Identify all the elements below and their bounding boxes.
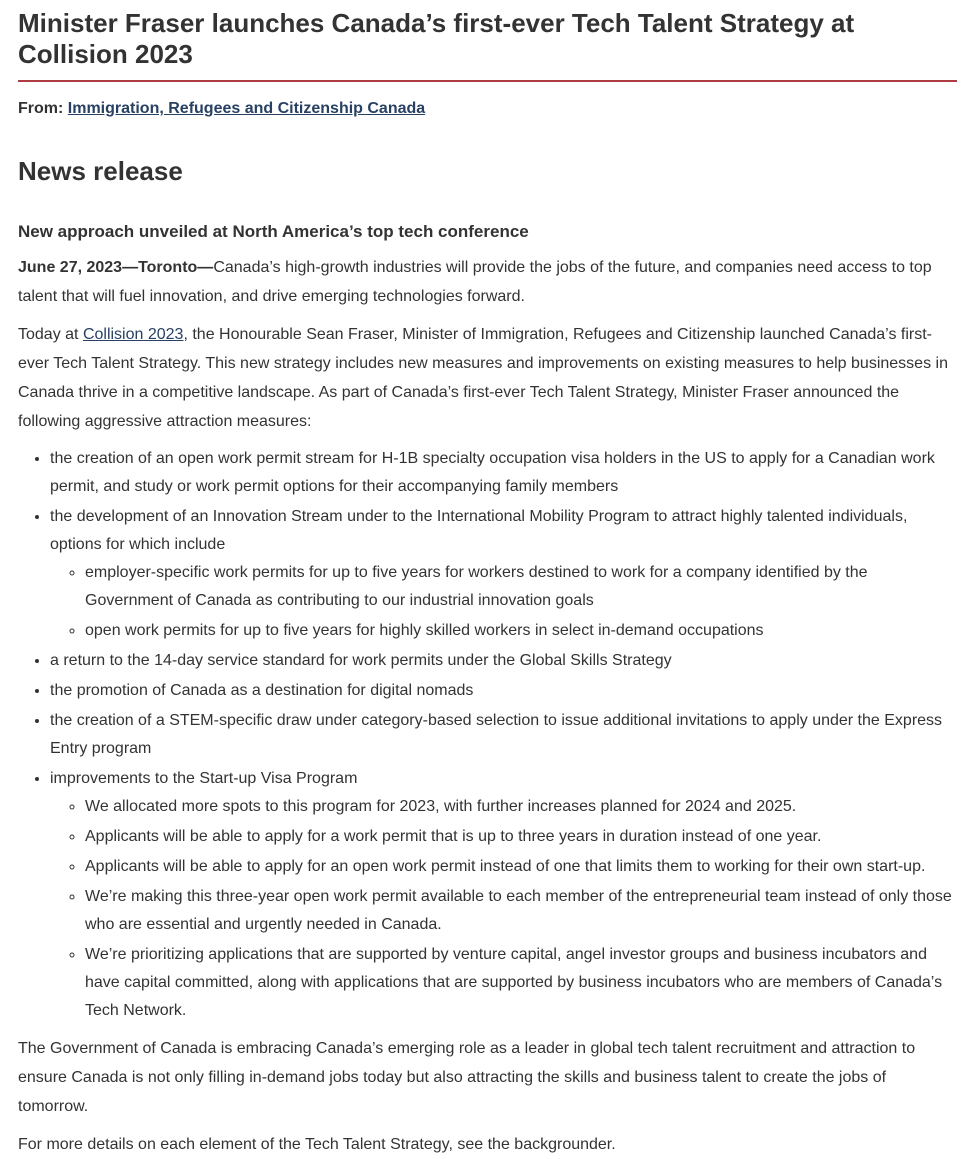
sub-list-item xyxy=(85,883,957,939)
list-item-text: the creation of an open work permit stream for H-1B specialty occupation visa holders in the US to apply for a Canadian work permit, and study or work permit options for their accompanying family members xyxy=(50,450,935,495)
sub-list-item-text: Applicants will be able to apply for a work permit that is up to three years in duration instead of one year. xyxy=(85,828,822,845)
list-item-text: the creation of a STEM-specific draw under category-based selection to issue additional invitations to apply under the Express Entry program xyxy=(50,712,943,757)
announcement-paragraph xyxy=(18,320,957,436)
measures-list xyxy=(18,445,957,1025)
news-release-page xyxy=(18,8,957,1159)
sub-list-item-text: open work permits for up to five years for highly skilled workers in select in-demand occupations xyxy=(85,622,764,639)
list-item-text: improvements to the Start-up Visa Program xyxy=(50,770,358,787)
announce-rest: , the Honourable Sean Fraser, Minister of Immigration, Refugees and Citizenship launched Canada’s first-ever Tech Talent Strategy. This new strategy includes new measures and improvements on existing measures to help businesses in Canada thrive in a competitive landscape. As part of Canada’s first-ever Tech Talent Strategy, Minister Fraser announced the following aggressive attraction measures: xyxy=(18,326,948,430)
collision-2023-link[interactable]: Collision 2023 xyxy=(82,326,184,343)
sub-list-item-text: employer-specific work permits for up to five years for workers destined to work for a company identified by the Government of Canada as contributing to our industrial innovation goals xyxy=(85,564,868,609)
list-item xyxy=(50,445,957,501)
sub-list-item xyxy=(85,617,957,645)
list-item-text: the promotion of Canada as a destination for digital nomads xyxy=(50,682,474,699)
from-line xyxy=(18,94,957,123)
intro-paragraph xyxy=(18,253,957,311)
dateline: June 27, 2023—Toronto— xyxy=(18,259,214,276)
section-heading: News release xyxy=(18,156,183,186)
sub-list-item xyxy=(85,559,957,615)
sub-list-item xyxy=(85,941,957,1025)
sub-list-item xyxy=(85,823,957,851)
from-label: From: xyxy=(18,100,64,117)
list-item xyxy=(50,707,957,763)
intro-text: Canada’s high-growth industries will provide the jobs of the future, and companies need access to top talent that will fuel innovation, and drive emerging technologies forward. xyxy=(18,259,932,305)
closing-paragraph: The Government of Canada is embracing Canada’s emerging role as a leader in global tech talent recruitment and attraction to ensure Canada is not only filling in-demand jobs today but also attracting the skills and business talent to create the jobs of tomorrow. xyxy=(18,1040,916,1115)
list-item xyxy=(50,647,957,675)
announce-prefix: Today at xyxy=(18,326,83,343)
sub-list-item-text: We’re prioritizing applications that are supported by venture capital, angel investor groups and business incubators and have capital committed, along with applications that are supported by business incubators who are members of Canada’s Tech Network. xyxy=(85,946,943,1019)
sub-list-item-text: We allocated more spots to this program for 2023, with further increases planned for 2024 and 2025. xyxy=(85,798,797,815)
department-link[interactable]: Immigration, Refugees and Citizenship Canada xyxy=(67,100,426,117)
list-item xyxy=(50,677,957,705)
list-item-text: the development of an Innovation Stream under to the International Mobility Program to attract highly talented individuals, options for which include xyxy=(50,508,908,553)
subheading: New approach unveiled at North America’s top tech conference xyxy=(18,222,529,241)
sub-list-item-text: We’re making this three-year open work permit available to each member of the entrepreneurial team instead of only those who are essential and urgently needed in Canada. xyxy=(85,888,952,933)
backgrounder-paragraph: For more details on each element of the Tech Talent Strategy, see the backgrounder. xyxy=(18,1136,616,1153)
sub-list xyxy=(50,559,957,645)
sub-list-item-text: Applicants will be able to apply for an open work permit instead of one that limits them to working for their own start-up. xyxy=(85,858,926,875)
page-title: Minister Fraser launches Canada’s first-ever Tech Talent Strategy at Collision 2023 xyxy=(18,8,957,82)
sub-list xyxy=(50,793,957,1025)
sub-list-item xyxy=(85,853,957,881)
sub-list-item xyxy=(85,793,957,821)
list-item-text: a return to the 14-day service standard for work permits under the Global Skills Strategy xyxy=(50,652,672,669)
list-item xyxy=(50,503,957,645)
list-item xyxy=(50,765,957,1025)
